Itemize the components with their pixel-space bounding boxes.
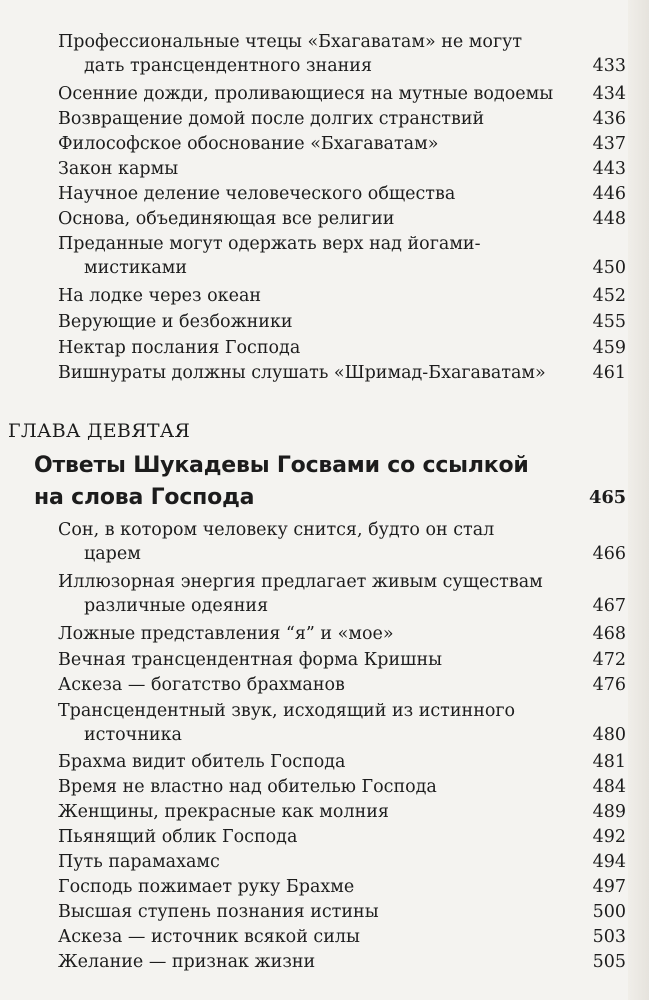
- toc-entry: [58, 336, 626, 360]
- toc-entry-title: Профессиональные чтецы «Бхагаватам» не могут: [58, 32, 523, 52]
- toc-entry-title-continued: различные одеяния: [84, 596, 269, 616]
- toc-entry-title-continued: дать трансцендентного знания: [84, 56, 372, 76]
- toc-entry-title: Аскеза — богатство брахманов: [58, 675, 345, 695]
- chapter-title-line-2: на слова Господа: [34, 485, 255, 510]
- toc-entry-page: 461: [592, 363, 626, 383]
- toc-entry-title-continued: мистиками: [84, 258, 188, 278]
- toc-entry: [58, 232, 626, 280]
- toc-entry-page: 492: [592, 827, 626, 847]
- toc-entry-page: 500: [592, 902, 626, 922]
- toc-entry-page: 472: [592, 650, 626, 670]
- toc-entry-title: Иллюзорная энергия предлагает живым существам: [58, 572, 543, 592]
- toc-entry-title: Господь пожимает руку Брахме: [58, 877, 355, 897]
- toc-entry-title: Ложные представления “я” и «мое»: [58, 624, 394, 644]
- chapter-page: 465: [589, 487, 626, 508]
- toc-entry-page: 452: [592, 286, 626, 306]
- toc-entry: [58, 900, 626, 924]
- chapter-label: ГЛАВА ДЕВЯТАЯ: [8, 420, 191, 442]
- toc-entry: [58, 107, 626, 131]
- toc-entry-page: 468: [592, 624, 626, 644]
- toc-entry-title: Философское обоснование «Бхагаватам»: [58, 134, 439, 154]
- toc-entry-page: 489: [592, 802, 626, 822]
- toc-entry-page: 484: [592, 777, 626, 797]
- toc-entry-page: 446: [592, 184, 626, 204]
- toc-entry-page: 434: [592, 84, 626, 104]
- toc-entry-page: 505: [592, 952, 626, 972]
- toc-entry-title: Основа, объединяющая все религии: [58, 209, 395, 229]
- toc-entry: [58, 750, 626, 774]
- toc-entry-page: 476: [592, 675, 626, 695]
- toc-entry: [58, 361, 626, 385]
- toc-entry: [58, 570, 626, 618]
- toc-entry-title-continued: источника: [84, 725, 182, 745]
- toc-entry: [58, 673, 626, 697]
- chapter-title-line-1: Ответы Шукадевы Госвами со ссылкой: [34, 453, 529, 478]
- chapter-title: [34, 450, 626, 514]
- toc-entry-page: 494: [592, 852, 626, 872]
- toc-entry-title-continued: царем: [84, 544, 141, 564]
- toc-entry-page: 450: [592, 258, 626, 278]
- toc-entry-title: Пьянящий облик Господа: [58, 827, 298, 847]
- facing-page-edge: [628, 0, 649, 1000]
- toc-entry-page: 437: [592, 134, 626, 154]
- toc-entry-title: Верующие и безбожники: [58, 312, 293, 332]
- toc-entry-title: Время не властно над обителью Господа: [58, 777, 437, 797]
- toc-entry-title: Желание — признак жизни: [58, 952, 316, 972]
- toc-entry: [58, 157, 626, 181]
- toc-entry: [58, 30, 626, 78]
- toc-entry-page: 459: [592, 338, 626, 358]
- toc-entry-page: 466: [592, 544, 626, 564]
- toc-entry-page: 497: [592, 877, 626, 897]
- toc-entry-title: Высшая ступень познания истины: [58, 902, 379, 922]
- toc-entry-title: Брахма видит обитель Господа: [58, 752, 346, 772]
- toc-entry-page: 480: [592, 725, 626, 745]
- toc-entry-title: Вишнураты должны слушать «Шримад-Бхагаватам»: [58, 363, 546, 383]
- toc-entry: [58, 207, 626, 231]
- toc-entry-page: 467: [592, 596, 626, 616]
- toc-entry: [58, 775, 626, 799]
- toc-entry-title: Осенние дожди, проливающиеся на мутные водоемы: [58, 84, 554, 104]
- toc-entry-page: 433: [592, 56, 626, 76]
- toc-entry: [58, 950, 626, 974]
- toc-entry-title: Нектар послания Господа: [58, 338, 301, 358]
- toc-entry-title: Вечная трансцендентная форма Кришны: [58, 650, 443, 670]
- toc-entry: [58, 875, 626, 899]
- toc-entry-title: Сон, в котором человеку снится, будто он стал: [58, 520, 495, 540]
- toc-entry: [58, 925, 626, 949]
- toc-entry: [58, 699, 626, 747]
- toc-entry-page: 481: [592, 752, 626, 772]
- toc-entry: [58, 825, 626, 849]
- toc-entry: [58, 648, 626, 672]
- toc-entry: [58, 82, 626, 106]
- toc-entry-title: Трансцендентный звук, исходящий из истинного: [58, 701, 516, 721]
- toc-entry: [58, 850, 626, 874]
- toc-entry: [58, 310, 626, 334]
- toc-entry-title: Возвращение домой после долгих странствий: [58, 109, 485, 129]
- toc-entry: [58, 132, 626, 156]
- toc-entry-page: 436: [592, 109, 626, 129]
- toc-entry: [58, 622, 626, 646]
- toc-entry-page: 503: [592, 927, 626, 947]
- toc-entry-title: Путь парамахамс: [58, 852, 220, 872]
- toc-entry: [58, 182, 626, 206]
- toc-entry-title: На лодке через океан: [58, 286, 262, 306]
- toc-entry-page: 443: [592, 159, 626, 179]
- toc-entry: [58, 284, 626, 308]
- toc-entry-page: 448: [592, 209, 626, 229]
- toc-entry-title: Закон кармы: [58, 159, 179, 179]
- toc-entry-title: Аскеза — источник всякой силы: [58, 927, 360, 947]
- toc-entry-title: Научное деление человеческого общества: [58, 184, 456, 204]
- toc-entry-title: Женщины, прекрасные как молния: [58, 802, 389, 822]
- toc-entry-page: 455: [592, 312, 626, 332]
- toc-entry-title: Преданные могут одержать верх над йогами-: [58, 234, 481, 254]
- toc-entry: [58, 518, 626, 566]
- toc-entry: [58, 800, 626, 824]
